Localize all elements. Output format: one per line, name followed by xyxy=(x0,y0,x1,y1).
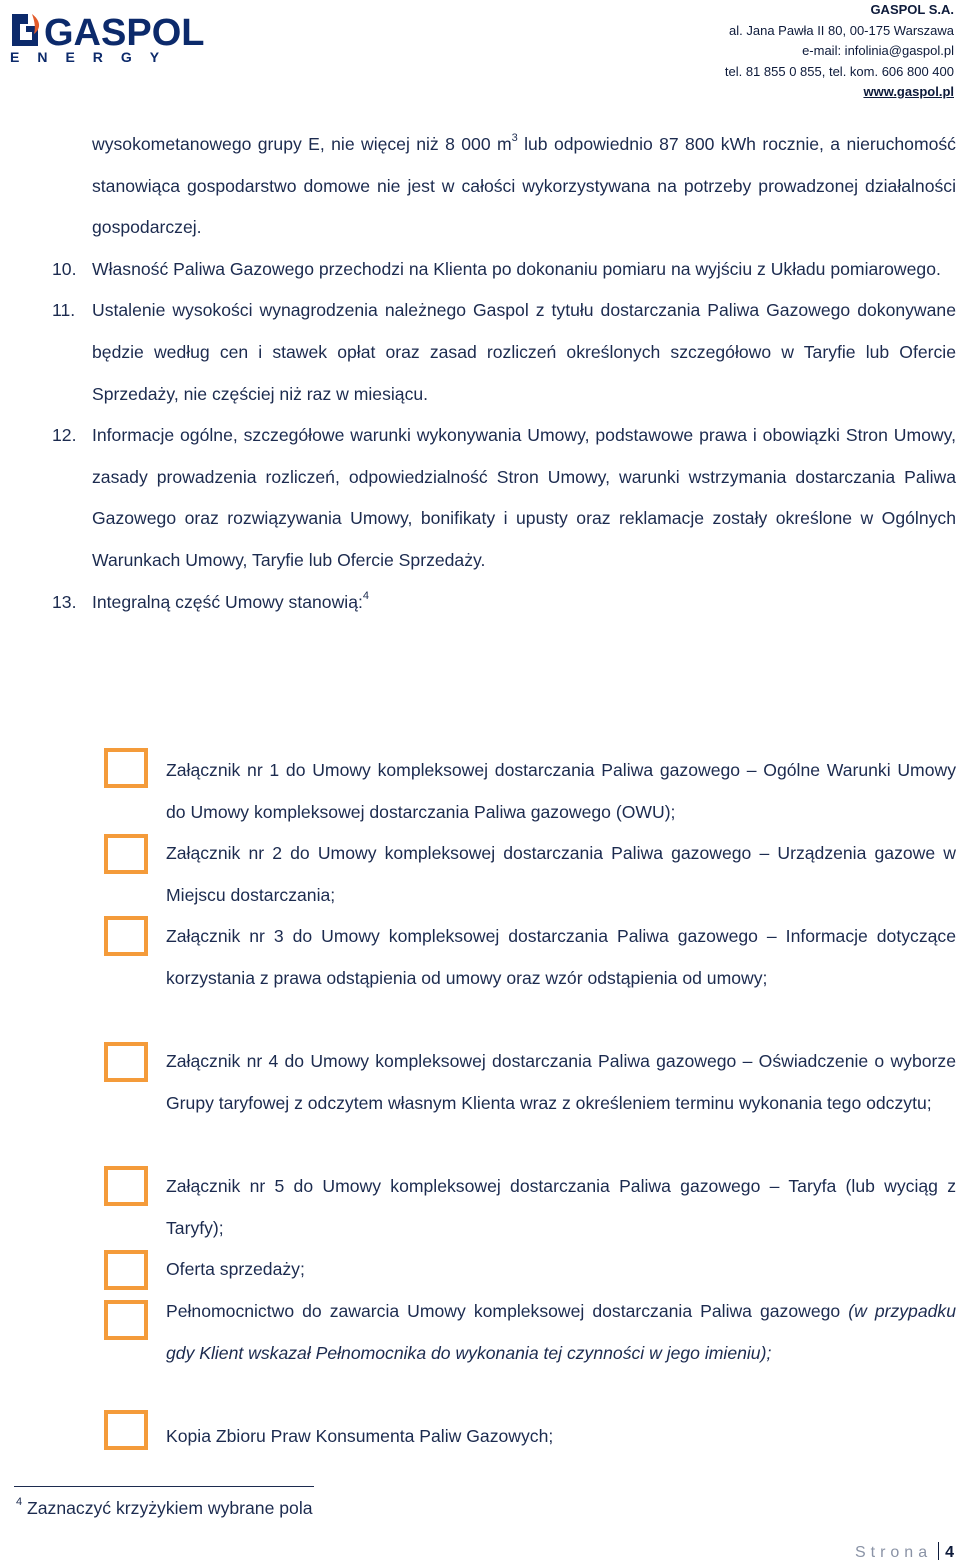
continuation-paragraph xyxy=(92,124,956,249)
company-address: al. Jana Pawła II 80, 00-175 Warszawa xyxy=(729,22,954,38)
page-number xyxy=(855,1542,954,1562)
power-of-attorney-note: (w przypadku gdy Klient wskazał Pełnomocnika do wykonania tej czynności w jego imieniu); xyxy=(166,1301,956,1363)
footnote xyxy=(16,1494,313,1522)
power-of-attorney-checkbox[interactable] xyxy=(104,1300,148,1340)
annex-1-checkbox[interactable] xyxy=(104,748,148,788)
consumer-rights-label: Kopia Zbioru Praw Konsumenta Paliw Gazowych; xyxy=(166,1426,554,1446)
annex-4-label: Załącznik nr 4 do Umowy kompleksowej dostarczania Paliwa gazowego – Oświadczenie o wyborze Grupy taryfowej z odczytem własnym Klienta wraz z określeniem terminu wykonania tego odczytu; xyxy=(166,1051,956,1113)
annex-3-label: Załącznik nr 3 do Umowy kompleksowej dostarczania Paliwa gazowego – Informacje dotyczące korzystania z prawa odstąpienia od umowy oraz wzór odstąpienia od umowy; xyxy=(166,926,956,988)
page-label: Strona xyxy=(854,1544,933,1561)
list-item-11 xyxy=(52,290,956,415)
list-item-number: 10. xyxy=(52,258,77,279)
annex-1-label: Załącznik nr 1 do Umowy kompleksowej dostarczania Paliwa gazowego – Ogólne Warunki Umowy do Umowy kompleksowej dostarczania Paliwa gazowego (OWU); xyxy=(166,760,956,822)
company-name: GASPOL S.A. xyxy=(870,2,954,17)
annex-5-checkbox[interactable] xyxy=(104,1166,148,1206)
cubic-superscript: 3 xyxy=(511,132,518,145)
list-item-number: 12. xyxy=(52,425,77,446)
page-separator xyxy=(938,1542,939,1560)
company-website-link[interactable]: www.gaspol.pl xyxy=(863,84,954,99)
annex-5-label: Załącznik nr 5 do Umowy kompleksowej dostarczania Paliwa gazowego – Taryfa (lub wyciąg z Taryfy); xyxy=(166,1176,956,1238)
footnote-reference: 4 xyxy=(362,589,369,602)
consumer-rights-checkbox[interactable] xyxy=(104,1410,148,1450)
svg-text:ENERGY: ENERGY xyxy=(10,49,178,65)
company-contact-block xyxy=(725,0,954,103)
annex-2-label: Załącznik nr 2 do Umowy kompleksowej dostarczania Paliwa gazowego – Urządzenia gazowe w Miejscu dostarczania; xyxy=(166,843,956,905)
list-item-13 xyxy=(52,582,956,624)
annex-3-checkbox[interactable] xyxy=(104,916,148,956)
company-phone: tel. 81 855 0 855, tel. kom. 606 800 400 xyxy=(724,63,954,79)
continuation-text-start: wysokometanowego grupy E, nie więcej niż 8 000 m xyxy=(92,134,512,154)
list-item-text: Integralną część Umowy stanowią: xyxy=(92,591,363,612)
list-item-text: Informacje ogólne, szczegółowe warunki wykonywania Umowy, podstawowe prawa i obowiązki Stron Umowy, zasady prowadzenia rozliczeń, odpowiedzialność Stron Umowy, warunki wstrzymania dostarczania Paliwa Gazowego oraz rozwiązywania Umowy, bonifikaty i upusty oraz reklamacje zostały określone w Ogólnych Warunkach Umowy, Taryfie lub Ofercie Sprzedaży. xyxy=(92,425,956,570)
list-item-12 xyxy=(52,415,956,581)
power-of-attorney-text: Pełnomocnictwo do zawarcia Umowy kompleksowej dostarczania Paliwa gazowego xyxy=(166,1301,841,1321)
gaspol-energy-logo xyxy=(8,10,248,66)
company-email: e-mail: infolinia@gaspol.pl xyxy=(802,43,954,58)
contract-body xyxy=(52,124,956,623)
sales-offer-label: Oferta sprzedaży; xyxy=(166,1259,305,1279)
continuation-text-end: lub odpowiednio 87 800 kWh rocznie, a nieruchomość stanowiąca gospodarstwo domowe nie jest w całości wykorzystywana na potrzeby prowadzonej działalności gospodarczej. xyxy=(92,134,956,238)
list-item-number: 13. xyxy=(52,591,77,612)
footnote-divider xyxy=(14,1486,314,1487)
annex-2-checkbox[interactable] xyxy=(104,834,148,874)
annex-4-checkbox[interactable] xyxy=(104,1042,148,1082)
list-item-10 xyxy=(52,249,956,291)
svg-text:GASPOL: GASPOL xyxy=(44,12,205,54)
power-of-attorney-label xyxy=(166,1291,956,1374)
gaspol-logo-graphic xyxy=(8,10,248,66)
footnote-text: Zaznaczyć krzyżykiem wybrane pola xyxy=(27,1498,313,1518)
list-item-text: Własność Paliwa Gazowego przechodzi na Klienta po dokonaniu pomiaru na wyjściu z Układu pomiarowego. xyxy=(92,258,941,279)
page-value: 4 xyxy=(945,1544,954,1561)
list-item-text: Ustalenie wysokości wynagrodzenia należnego Gaspol z tytułu dostarczania Paliwa Gazowego dokonywane będzie według cen i stawek opłat oraz zasad rozliczeń określonych szczegółowo w Taryfie lub Ofercie Sprzedaży, nie częściej niż raz w miesiącu. xyxy=(92,300,956,404)
sales-offer-checkbox[interactable] xyxy=(104,1250,148,1290)
footnote-marker: 4 xyxy=(16,1496,23,1509)
list-item-number: 11. xyxy=(52,300,76,321)
